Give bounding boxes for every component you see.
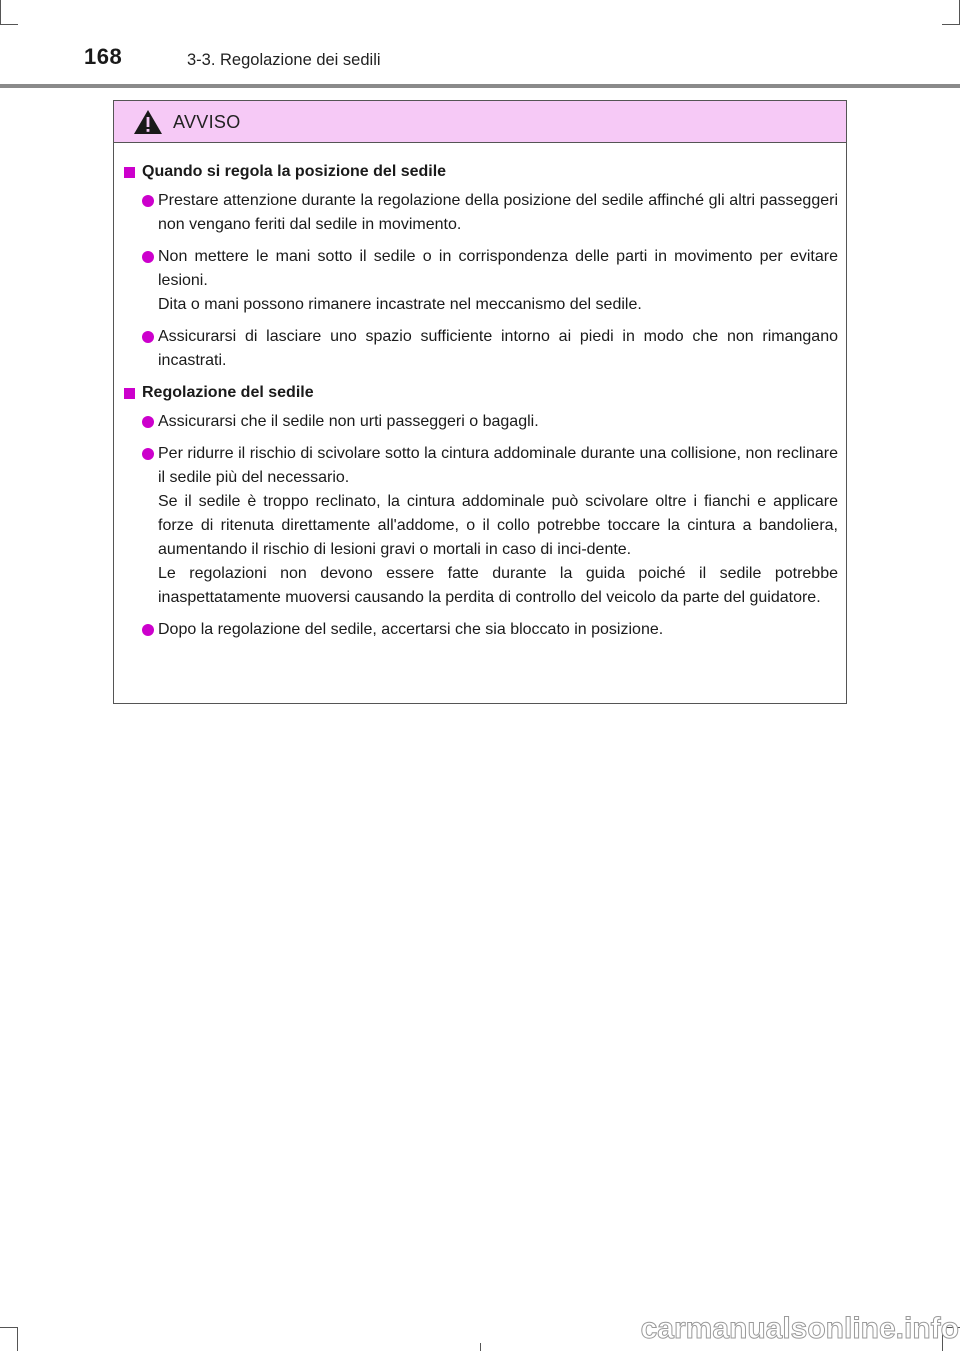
section-heading-text: Quando si regola la posizione del sedile [142,163,447,180]
warning-section [124,381,838,642]
circle-bullet-icon [142,331,154,343]
section-title: 3-3. Regolazione dei sedili [187,51,381,69]
list-item [124,189,838,237]
item-paragraph: Dopo la regolazione del sedile, accertarsi che sia bloccato in posizione. [158,621,664,638]
warning-section [124,160,838,373]
warning-header [114,101,846,143]
section-heading [124,160,838,184]
square-bullet-icon [124,388,135,399]
list-item [124,618,838,642]
page-number: 168 [84,44,123,69]
list-item [124,325,838,373]
warning-box [113,100,847,704]
warning-body [114,143,846,642]
square-bullet-icon [124,167,135,178]
crop-mark [480,1343,481,1351]
list-item [124,442,838,610]
crop-mark [0,1327,18,1328]
section-heading-text: Regolazione del sedile [142,384,314,401]
item-paragraph: Assicurarsi che il sedile non urti passeggeri o bagagli. [158,413,539,430]
circle-bullet-icon [142,416,154,428]
watermark [575,1308,960,1348]
item-paragraph: Se il sedile è troppo reclinato, la cintura addominale può scivolare oltre i fianchi e applicare forze di ritenuta direttamente all'addome, o il collo potrebbe toccare la cintura a bandoliera, aumentando il rischio di lesioni gravi o mortali in caso di inci-dente. [158,493,838,558]
list-item [124,245,838,317]
item-paragraph: Non mettere le mani sotto il sedile o in corrispondenza delle parti in movimento per evitare lesioni. [158,248,838,289]
crop-mark [17,1327,18,1351]
item-paragraph: Dita o mani possono rimanere incastrate nel meccanismo del sedile. [158,296,642,313]
warning-title: AVVISO [173,112,241,132]
circle-bullet-icon [142,624,154,636]
circle-bullet-icon [142,195,154,207]
warning-triangle-icon [133,109,163,135]
item-paragraph: Assicurarsi di lasciare uno spazio sufficiente intorno ai piedi in modo che non rimangano incastrati. [158,328,838,369]
item-paragraph: Prestare attenzione durante la regolazione della posizione del sedile affinché gli altri passeggeri non vengano feriti dal sedile in movimento. [158,192,838,233]
circle-bullet-icon [142,448,154,460]
list-item [124,410,838,434]
header-rule [0,84,960,88]
page-header [0,0,960,88]
item-paragraph: Le regolazioni non devono essere fatte durante la guida poiché il sedile potrebbe inaspettatamente muoversi causando la perdita di controllo del veicolo da parte del guidatore. [158,565,838,606]
item-paragraph: Per ridurre il rischio di scivolare sotto la cintura addominale durante una collisione, non reclinare il sedile più del necessario. [158,445,838,486]
circle-bullet-icon [142,251,154,263]
section-heading [124,381,838,405]
watermark-text: carmanualsonline.info [640,1312,959,1345]
